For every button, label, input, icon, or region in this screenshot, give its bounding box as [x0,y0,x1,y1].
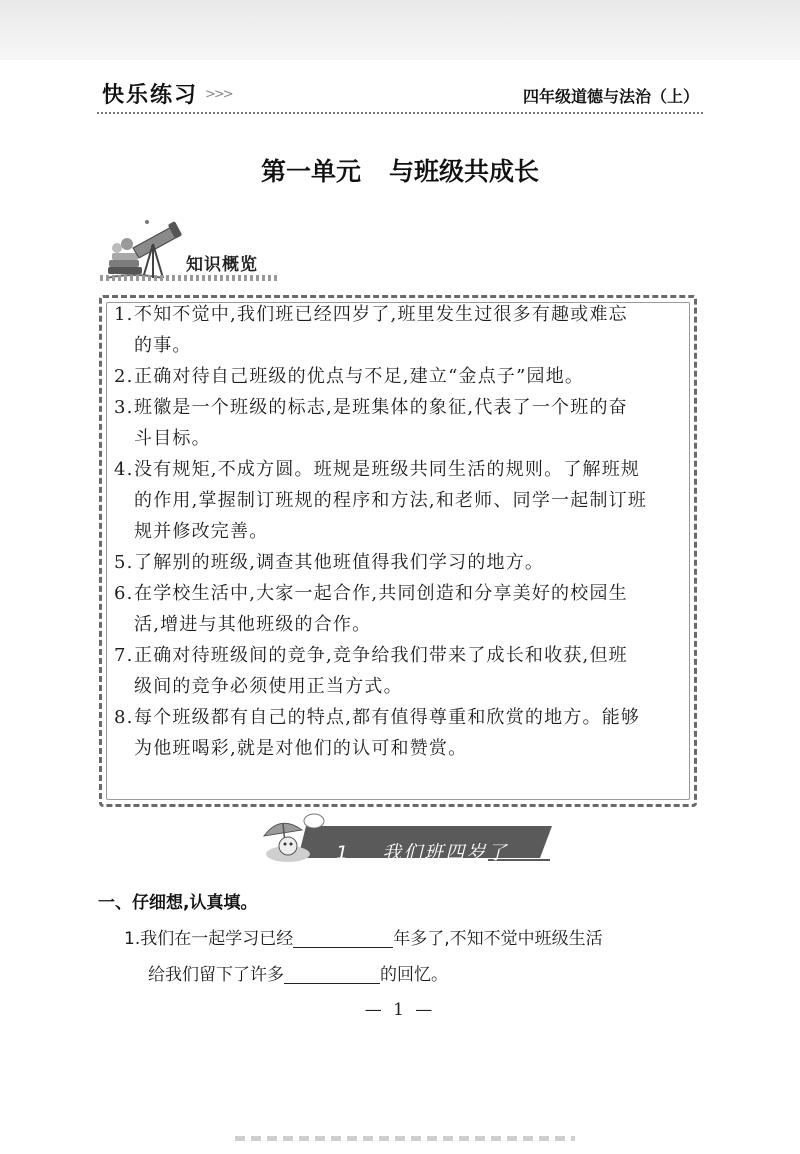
knowledge-item [114,299,684,361]
brand-title: 快乐练习 [102,83,199,108]
knowledge-item-line: 每个班级都有自己的特点,都有值得尊重和欣赏的地方。能够 [134,707,641,728]
unit-number: 第一单元 [260,157,361,186]
knowledge-overview-label: 知识概览 [186,255,258,275]
lesson-title [336,838,508,865]
unit-title [0,152,800,188]
knowledge-item-line: 不知不觉中,我们班已经四岁了,班里发生过很多有趣或难忘 [134,304,628,325]
question-number: 1. [124,929,141,949]
knowledge-item [114,454,684,547]
question-text-a: 我们在一起学习已经 [140,929,294,949]
knowledge-item [114,361,684,392]
question-text-b: 年多了,不知不觉中班级生活 [393,929,603,949]
knowledge-item-number: 8. [114,707,134,728]
answer-blank-1[interactable] [293,927,393,948]
knowledge-item-line: 级间的竞争必须使用正当方式。 [134,676,403,697]
knowledge-label-underline [100,275,280,281]
knowledge-item-number: 3. [114,397,134,418]
lesson-number: 1 [336,842,351,864]
knowledge-item-line: 了解别的班级,调查其他班值得我们学习的地方。 [134,552,545,573]
knowledge-item [114,578,684,640]
chevron-right-icon: >>> [205,87,232,102]
knowledge-item-line: 班徽是一个班级的标志,是班集体的象征,代表了一个班的奋 [134,397,628,418]
knowledge-list [114,299,684,764]
section-title: 一、仔细想,认真填。 [98,893,258,913]
knowledge-item [114,702,684,764]
knowledge-item-line: 在学校生活中,大家一起合作,共同创造和分享美好的校园生 [134,583,628,604]
question-text-c: 给我们留下了许多 [148,965,284,985]
page-header [97,74,703,114]
knowledge-item-line: 为他班喝彩,就是对他们的认可和赞赏。 [134,738,468,759]
grade-subject-label: 四年级道德与法治（上） [522,87,699,106]
knowledge-item-line: 活,增进与其他班级的合作。 [134,614,372,635]
telescope-icon [103,218,187,282]
knowledge-item-number: 5. [114,552,134,573]
knowledge-item [114,392,684,454]
question-text-d: 的回忆。 [380,965,448,985]
knowledge-item-number: 1. [114,304,134,325]
knowledge-item [114,640,684,702]
question-1 [124,921,704,993]
answer-blank-2[interactable] [284,963,380,984]
knowledge-item-number: 6. [114,583,134,604]
knowledge-item-line: 没有规矩,不成方圆。班规是班级共同生活的规则。了解班规 [134,459,641,480]
knowledge-item-line: 规并修改完善。 [134,521,269,542]
knowledge-item [114,547,684,578]
knowledge-item-line: 的事。 [134,335,192,356]
lesson-name: 我们班四岁了 [382,842,509,864]
knowledge-item-line: 正确对待班级间的竞争,竞争给我们带来了成长和收获,但班 [134,645,628,666]
knowledge-item-line: 的作用,掌握制订班规的程序和方法,和老师、同学一起制订班 [134,490,648,511]
knowledge-item-number: 2. [114,366,134,387]
page-number: — 1 — [364,1000,436,1020]
knowledge-item-line: 斗目标。 [134,428,211,449]
footer-smudge [235,1136,575,1141]
knowledge-item-line: 正确对待自己班级的优点与不足,建立“金点子”园地。 [134,366,585,387]
knowledge-item-number: 4. [114,459,134,480]
unit-name: 与班级共成长 [389,157,540,186]
page-top-band [0,0,800,60]
knowledge-item-number: 7. [114,645,134,666]
